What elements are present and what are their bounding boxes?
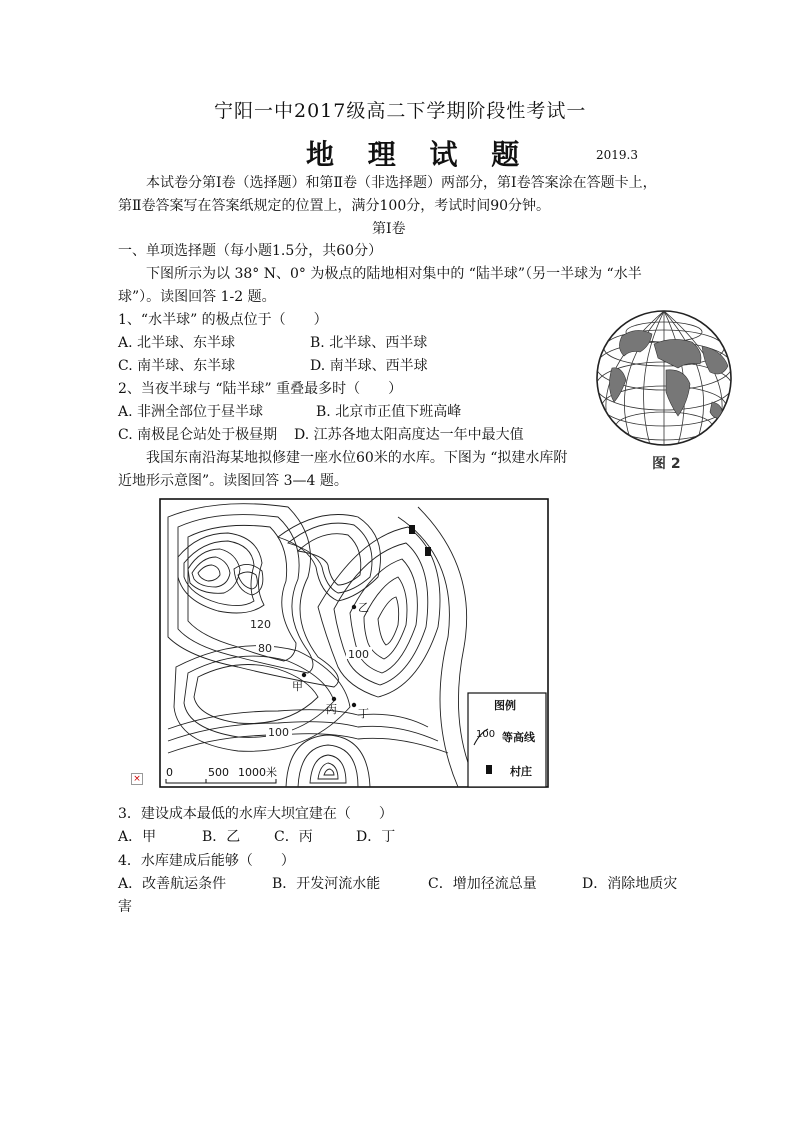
legend-village-icon xyxy=(486,765,492,774)
q4-option-a: A．改善航运条件 xyxy=(118,876,227,892)
legend-title: 图例 xyxy=(494,699,516,712)
q2-option-d: D. 江苏各地太阳高度达一年中最大值 xyxy=(294,427,524,443)
q4-option-d: D．消除地质灾 xyxy=(582,876,678,892)
q3-option-a: A．甲 xyxy=(118,829,157,845)
scale-500: 500 xyxy=(208,766,229,779)
q2-option-b: B. 北京市正值下班高峰 xyxy=(316,404,462,420)
legend-contour-label: 等高线 xyxy=(502,731,535,744)
passage1-line-1: 下图所示为以 38° N、0° 为极点的陆地相对集中的 “陆半球”（另一半球为 “水半 xyxy=(146,266,642,282)
point-bing-label: 丙 xyxy=(326,703,337,716)
legend-village-label: 村庄 xyxy=(510,765,532,778)
section-title: 一、单项选择题（每小题1.5分，共60分） xyxy=(118,243,383,259)
village-marker xyxy=(425,547,431,556)
q1-option-b: B. 北半球、西半球 xyxy=(310,335,428,351)
school-title: 宁阳一中2017级高二下学期阶段性考试一 xyxy=(214,100,587,122)
q3-stem: 3．建设成本最低的水库大坝宜建在（ ） xyxy=(118,806,393,822)
q2-option-a: A. 非洲全部位于昼半球 xyxy=(118,404,264,420)
q4-stem: 4．水库建成后能够（ ） xyxy=(118,853,295,869)
passage1-line-2: 球”）。读图回答 1-2 题。 xyxy=(118,289,276,305)
q1-option-a: A. 北半球、东半球 xyxy=(118,335,236,351)
point-yi-label: 乙 xyxy=(358,601,369,614)
scale-0: 0 xyxy=(166,766,173,779)
point-ding-label: 丁 xyxy=(358,707,369,720)
q3-option-c: C．丙 xyxy=(274,829,313,845)
q1-stem: 1、“水半球” 的极点位于（ ） xyxy=(118,312,328,328)
globe-figure xyxy=(592,306,738,474)
village-marker xyxy=(409,525,415,534)
subject-title: 地 理 试 题 xyxy=(306,138,532,171)
point-bing-marker xyxy=(332,697,336,701)
contour-label-80: 80 xyxy=(258,642,272,655)
contour-label-100-a: 100 xyxy=(348,648,369,661)
point-jia-label: 甲 xyxy=(292,680,303,693)
point-yi-marker xyxy=(352,605,356,609)
q4-option-c: C．增加径流总量 xyxy=(428,876,537,892)
q4-option-d-wrap: 害 xyxy=(118,899,132,915)
point-ding-marker xyxy=(352,703,356,707)
legend-contour-value: 100 xyxy=(476,729,496,740)
point-jia-marker xyxy=(302,673,306,677)
q4-option-b: B．开发河流水能 xyxy=(272,876,381,892)
volume-title: 第Ⅰ卷 xyxy=(372,221,406,237)
q1-option-c: C. 南半球、东半球 xyxy=(118,358,236,374)
passage2-line-2: 近地形示意图”。读图回答 3—4 题。 xyxy=(118,473,348,489)
exam-date: 2019.3 xyxy=(596,148,638,162)
q3-option-d: D．丁 xyxy=(356,829,396,845)
contour-label-100-b: 100 xyxy=(268,726,289,739)
q1-option-d: D. 南半球、西半球 xyxy=(310,358,428,374)
globe-graticule-icon xyxy=(592,306,738,474)
contour-label-120: 120 xyxy=(250,618,271,631)
contour-map xyxy=(158,497,550,789)
intro-line-1: 本试卷分第Ⅰ卷（选择题）和第Ⅱ卷（非选择题）两部分，第Ⅰ卷答案涂在答题卡上， xyxy=(146,175,657,191)
q3-option-b: B．乙 xyxy=(202,829,241,845)
broken-image-icon: × xyxy=(131,773,143,785)
passage2-line-1: 我国东南沿海某地拟修建一座水位60米的水库。下图为 “拟建水库附 xyxy=(146,450,568,466)
scale-1000: 1000米 xyxy=(238,766,277,779)
globe-caption: 图 2 xyxy=(652,456,681,472)
q2-option-c: C. 南极昆仑站处于极昼期 xyxy=(118,427,278,443)
q2-stem: 2、当夜半球与 “陆半球” 重叠最多时（ ） xyxy=(118,381,403,397)
intro-line-2: 第Ⅱ卷答案写在答案纸规定的位置上，满分100分，考试时间90分钟。 xyxy=(118,198,551,214)
